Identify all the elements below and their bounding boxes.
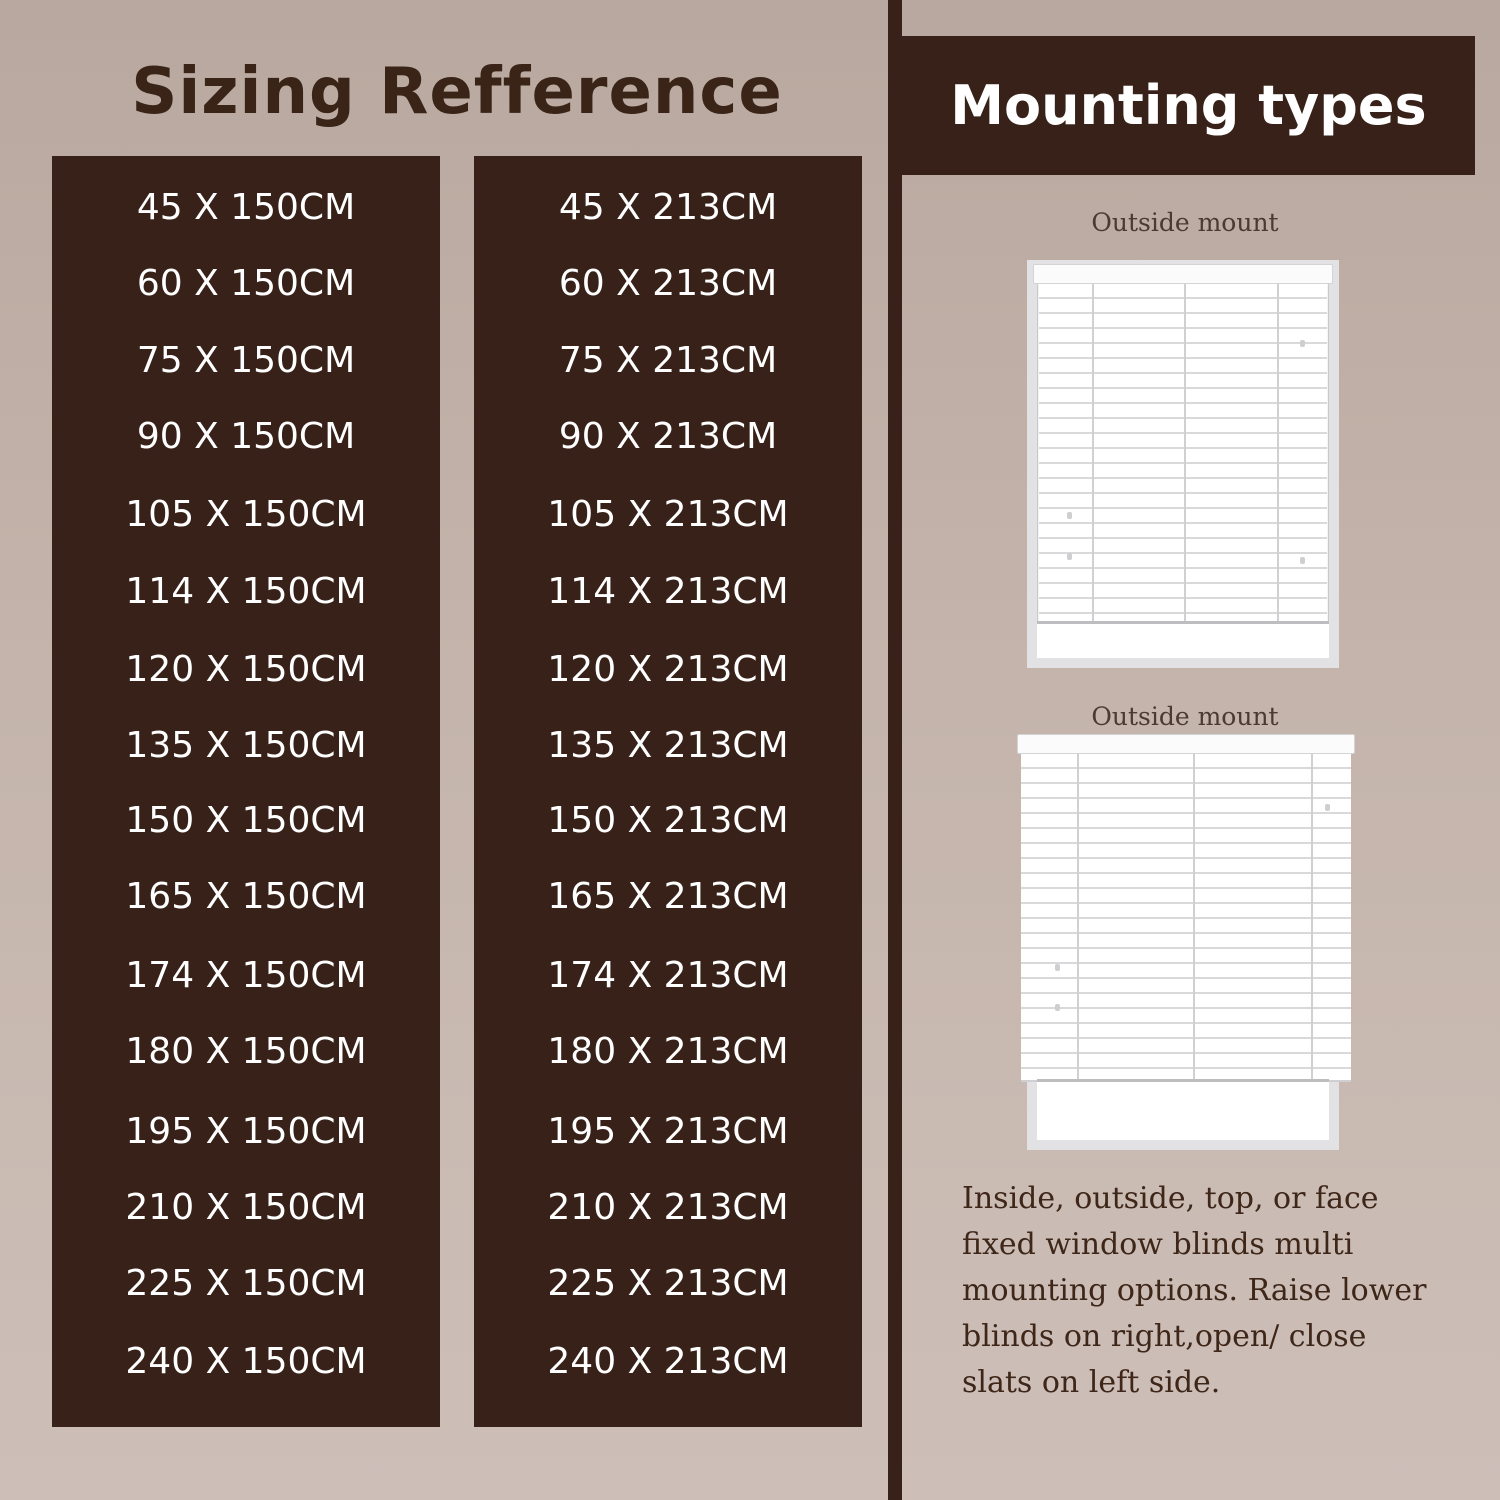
size-item: 90 X 150CM [136, 416, 356, 457]
blind-headrail [1033, 264, 1333, 284]
size-item: 114 X 213CM [547, 571, 789, 612]
size-item: 165 X 213CM [547, 876, 789, 917]
blind-headrail [1017, 734, 1355, 754]
tilt-wand-icon [1067, 553, 1072, 560]
lift-cord-icon [1300, 340, 1305, 347]
blind-ladder [1311, 754, 1313, 1080]
size-item: 180 X 213CM [547, 1031, 789, 1072]
size-item: 75 X 213CM [558, 340, 778, 381]
size-item: 180 X 150CM [125, 1031, 367, 1072]
size-item: 135 X 150CM [125, 725, 367, 766]
size-item: 210 X 150CM [125, 1187, 367, 1228]
size-item: 105 X 150CM [125, 494, 367, 535]
blind-ladder [1193, 754, 1195, 1080]
window-blind-icon [1027, 260, 1339, 668]
blind-slats [1039, 284, 1327, 626]
sizing-title: Sizing Refference [131, 55, 783, 129]
blind-ladder [1184, 284, 1186, 624]
blind-slats [1021, 754, 1351, 1082]
blind-ladder [1092, 284, 1094, 624]
size-item: 135 X 213CM [547, 725, 789, 766]
window-glass [1037, 621, 1329, 658]
size-item: 45 X 213CM [558, 187, 778, 228]
blind-ladder [1277, 284, 1279, 624]
tilt-wand-icon [1067, 512, 1072, 519]
size-item: 120 X 150CM [125, 649, 367, 690]
mount-caption-1: Outside mount [1091, 208, 1279, 237]
size-item: 75 X 150CM [136, 340, 356, 381]
size-item: 90 X 213CM [558, 416, 778, 457]
mount-caption-2: Outside mount [1091, 702, 1279, 731]
size-item: 60 X 150CM [136, 263, 356, 304]
blind-ladder [1077, 754, 1079, 1080]
tilt-wand-icon [1055, 964, 1060, 971]
size-item: 174 X 150CM [125, 955, 367, 996]
mounting-title: Mounting types [902, 36, 1475, 175]
vertical-divider [888, 0, 902, 1500]
size-item: 240 X 213CM [547, 1341, 789, 1382]
tilt-wand-icon [1055, 1004, 1060, 1011]
size-item: 114 X 150CM [125, 571, 367, 612]
size-item: 225 X 150CM [125, 1263, 367, 1304]
size-item: 174 X 213CM [547, 955, 789, 996]
window-glass [1037, 1079, 1329, 1140]
lift-cord-icon [1300, 557, 1305, 564]
size-item: 210 X 213CM [547, 1187, 789, 1228]
size-item: 120 X 213CM [547, 649, 789, 690]
size-item: 150 X 213CM [547, 800, 789, 841]
size-item: 45 X 150CM [136, 187, 356, 228]
size-item: 165 X 150CM [125, 876, 367, 917]
size-item: 150 X 150CM [125, 800, 367, 841]
size-item: 195 X 150CM [125, 1111, 367, 1152]
window-blind-icon [1027, 740, 1339, 1150]
size-item: 240 X 150CM [125, 1341, 367, 1382]
lift-cord-icon [1325, 804, 1330, 811]
size-item: 105 X 213CM [547, 494, 789, 535]
size-item: 195 X 213CM [547, 1111, 789, 1152]
size-item: 225 X 213CM [547, 1263, 789, 1304]
size-list-213cm [474, 156, 862, 1427]
mounting-description: Inside, outside, top, or face fixed window blinds multi mounting options. Raise lower blinds on right,open/ close slats on left side. [962, 1181, 1427, 1400]
size-list-150cm [52, 156, 440, 1427]
size-item: 60 X 213CM [558, 263, 778, 304]
